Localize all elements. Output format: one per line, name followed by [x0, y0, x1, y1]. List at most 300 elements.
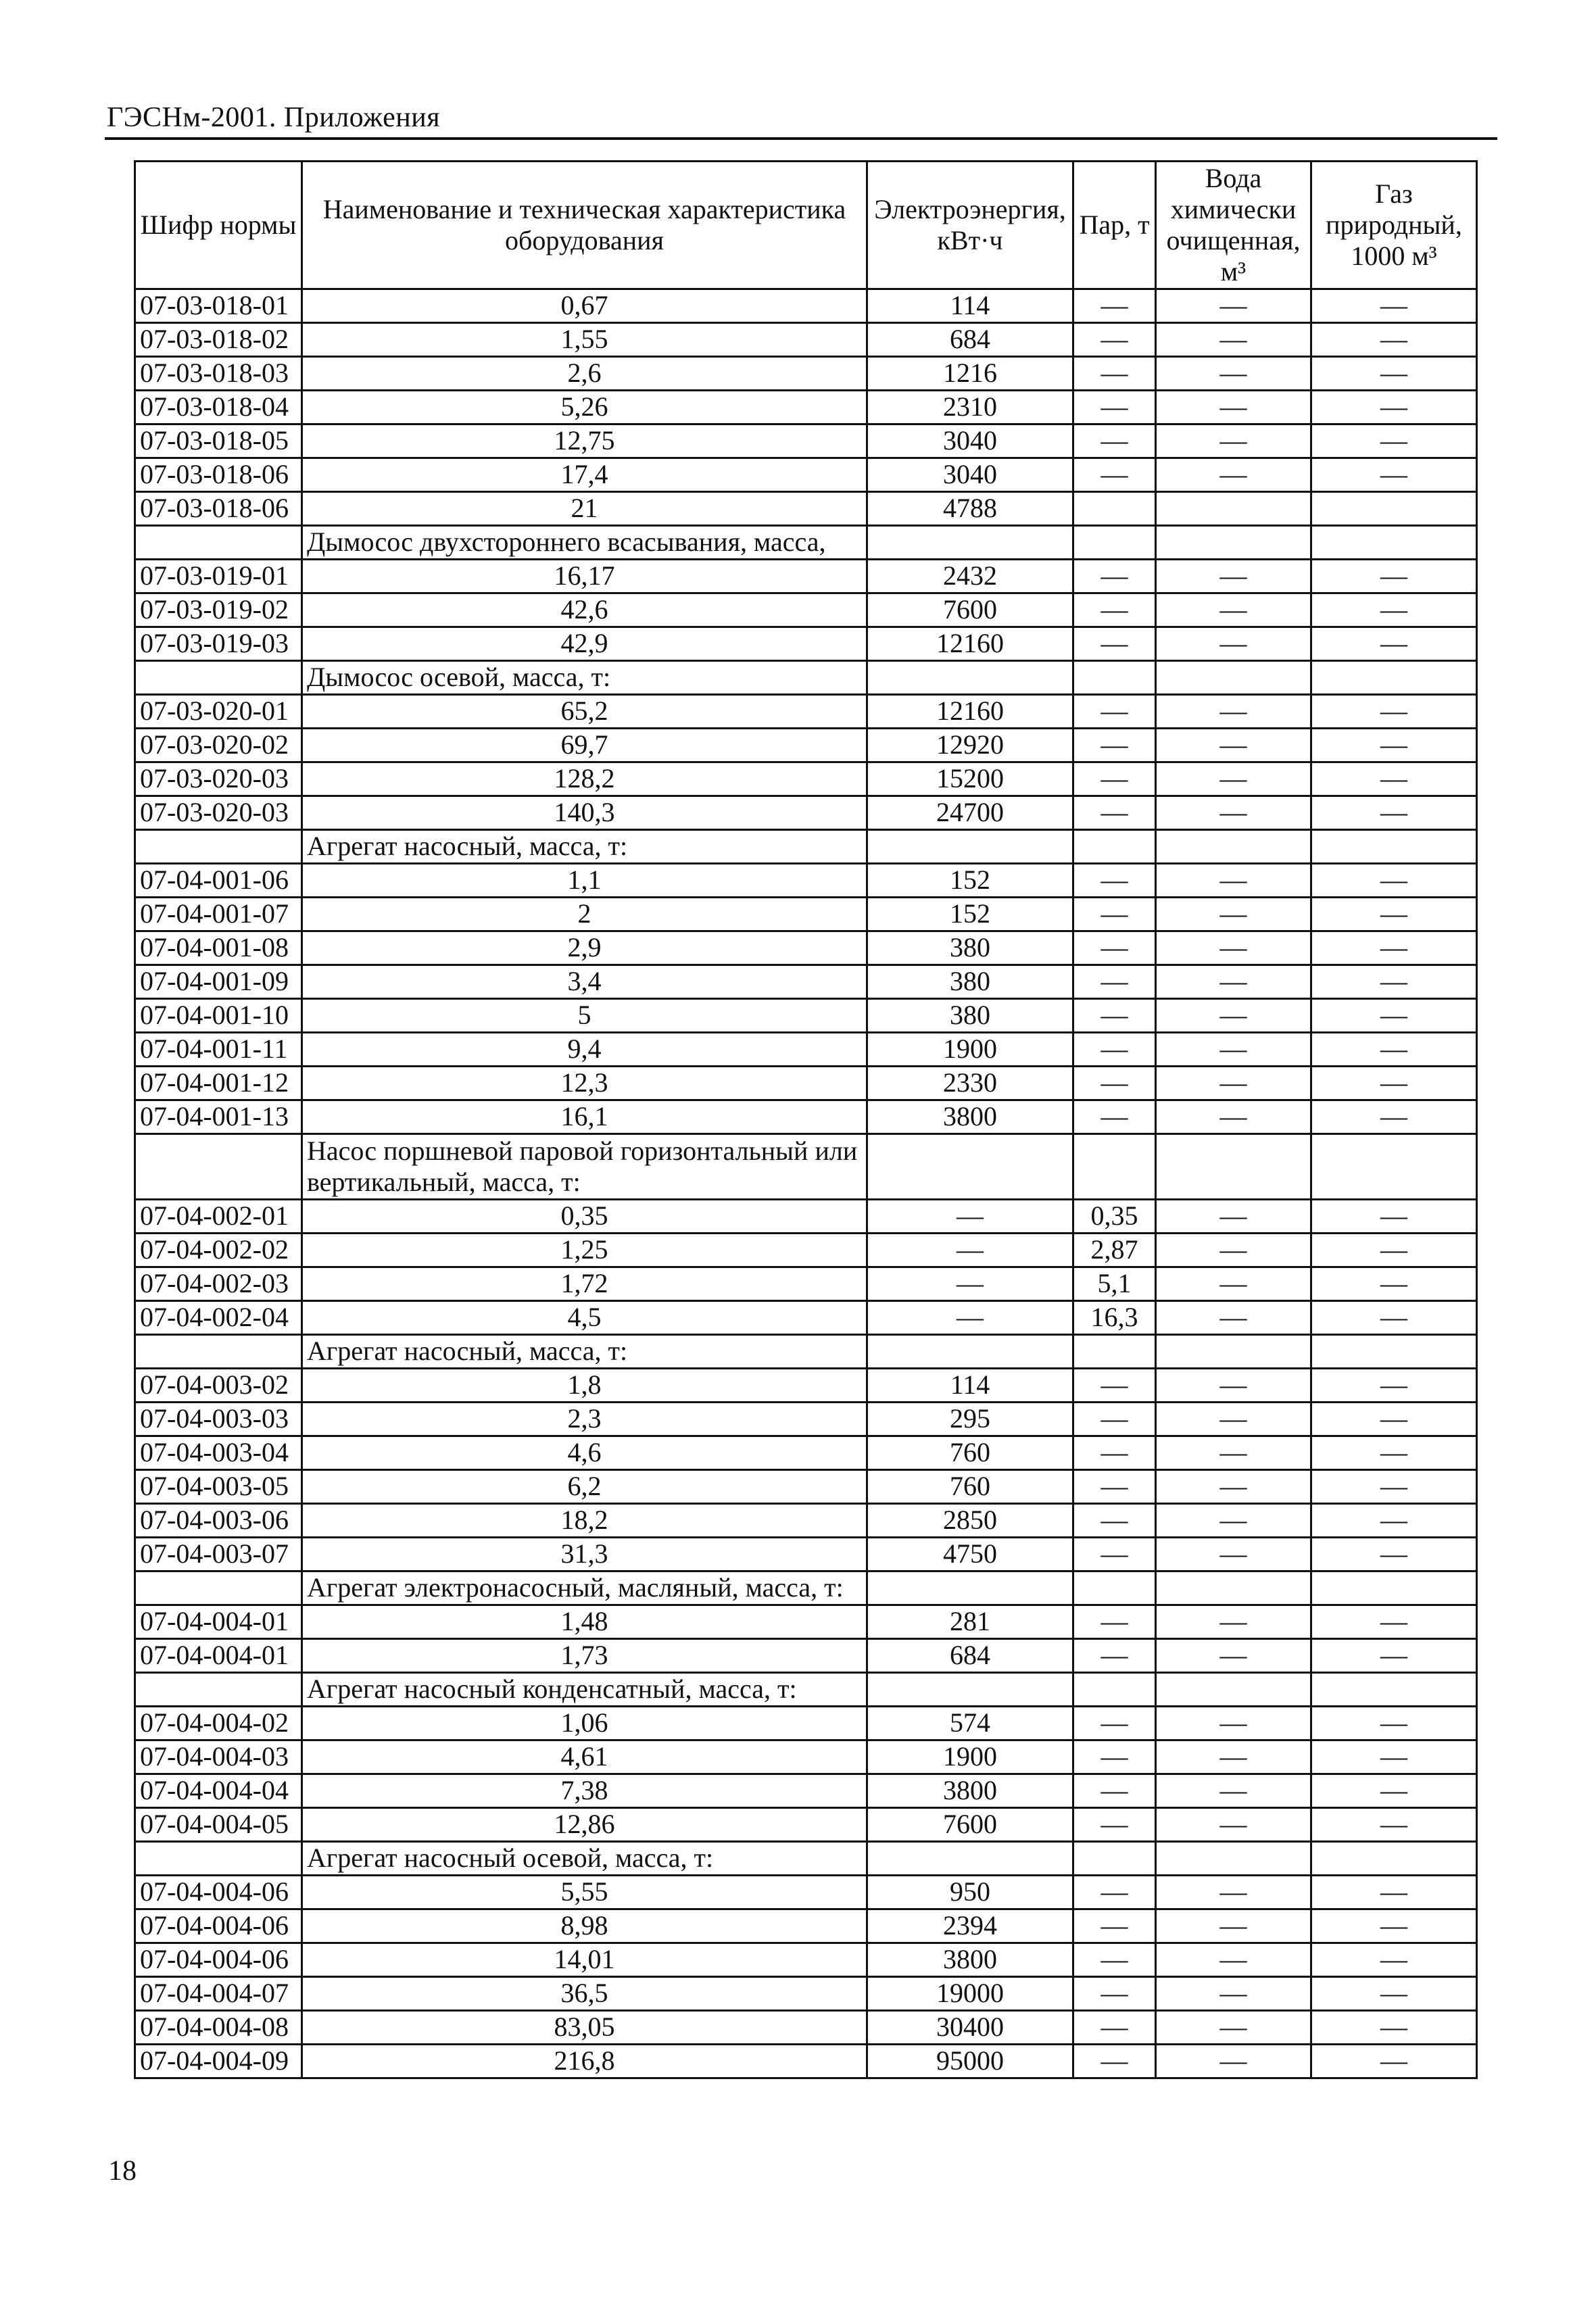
steam-cell: —	[1073, 2045, 1156, 2078]
gas-cell	[1311, 492, 1477, 526]
table-row	[135, 1909, 1477, 1943]
column-header: Вода химически очищенная, м³	[1156, 162, 1311, 289]
norm-code-cell: 07-04-002-01	[135, 1200, 302, 1234]
electricity-cell: 152	[867, 864, 1073, 898]
table-row	[135, 2045, 1477, 2078]
table-row	[135, 695, 1477, 729]
steam-cell: —	[1073, 1504, 1156, 1538]
electricity-cell: 684	[867, 323, 1073, 357]
gas-cell: —	[1311, 627, 1477, 661]
water-cell: —	[1156, 560, 1311, 593]
empty-cell	[1156, 830, 1311, 864]
equipment-value-cell: 9,4	[302, 1033, 867, 1067]
table-row	[135, 1033, 1477, 1067]
group-row	[135, 1335, 1477, 1369]
equipment-value-cell: 2,6	[302, 357, 867, 391]
steam-cell: 5,1	[1073, 1267, 1156, 1301]
steam-cell: —	[1073, 2011, 1156, 2045]
equipment-value-cell: 1,8	[302, 1369, 867, 1403]
water-cell: —	[1156, 627, 1311, 661]
table-row	[135, 1876, 1477, 1909]
water-cell: —	[1156, 1808, 1311, 1842]
empty-cell	[1156, 1571, 1311, 1605]
table-row	[135, 2011, 1477, 2045]
gas-cell: —	[1311, 1200, 1477, 1234]
water-cell: —	[1156, 323, 1311, 357]
table-row	[135, 729, 1477, 762]
column-header: Электроэнергия, кВт·ч	[867, 162, 1073, 289]
steam-cell	[1073, 492, 1156, 526]
electricity-cell: 7600	[867, 1808, 1073, 1842]
electricity-cell: 15200	[867, 762, 1073, 796]
table-row	[135, 593, 1477, 627]
steam-cell: —	[1073, 1909, 1156, 1943]
gas-cell: —	[1311, 1504, 1477, 1538]
equipment-value-cell: 0,67	[302, 289, 867, 323]
steam-cell: —	[1073, 1943, 1156, 1977]
empty-cell	[135, 1842, 302, 1876]
water-cell: —	[1156, 1369, 1311, 1403]
table-body	[135, 289, 1477, 2078]
electricity-cell: 574	[867, 1707, 1073, 1740]
gas-cell: —	[1311, 762, 1477, 796]
norm-code-cell: 07-04-003-03	[135, 1403, 302, 1436]
norm-code-cell: 07-03-018-06	[135, 458, 302, 492]
steam-cell: —	[1073, 1977, 1156, 2011]
norm-code-cell: 07-03-020-01	[135, 695, 302, 729]
empty-cell	[1156, 1134, 1311, 1200]
steam-cell: —	[1073, 1639, 1156, 1673]
group-row	[135, 1842, 1477, 1876]
norm-code-cell: 07-04-001-12	[135, 1067, 302, 1100]
gas-cell: —	[1311, 1267, 1477, 1301]
group-title: Агрегат насосный, масса, т:	[302, 830, 867, 864]
gas-cell: —	[1311, 458, 1477, 492]
equipment-value-cell: 12,86	[302, 1808, 867, 1842]
empty-cell	[1311, 526, 1477, 560]
gas-cell: —	[1311, 695, 1477, 729]
norm-code-cell: 07-04-004-06	[135, 1909, 302, 1943]
gas-cell: —	[1311, 1876, 1477, 1909]
gas-cell: —	[1311, 1436, 1477, 1470]
gas-cell: —	[1311, 898, 1477, 931]
norm-code-cell: 07-03-019-01	[135, 560, 302, 593]
empty-cell	[135, 830, 302, 864]
empty-cell	[135, 1335, 302, 1369]
norm-code-cell: 07-04-004-02	[135, 1707, 302, 1740]
table-row	[135, 1943, 1477, 1977]
water-cell: —	[1156, 1267, 1311, 1301]
empty-cell	[1073, 526, 1156, 560]
water-cell: —	[1156, 2045, 1311, 2078]
empty-cell	[867, 1842, 1073, 1876]
table-row	[135, 458, 1477, 492]
empty-cell	[1311, 1134, 1477, 1200]
group-row	[135, 526, 1477, 560]
electricity-cell: 30400	[867, 2011, 1073, 2045]
steam-cell: —	[1073, 323, 1156, 357]
table-row	[135, 1707, 1477, 1740]
steam-cell: —	[1073, 458, 1156, 492]
electricity-cell: 2432	[867, 560, 1073, 593]
gas-cell: —	[1311, 1774, 1477, 1808]
electricity-cell: 7600	[867, 593, 1073, 627]
empty-cell	[1156, 1335, 1311, 1369]
electricity-cell: 1900	[867, 1033, 1073, 1067]
electricity-cell: 1216	[867, 357, 1073, 391]
water-cell: —	[1156, 1436, 1311, 1470]
norm-code-cell: 07-04-001-10	[135, 999, 302, 1033]
norm-code-cell: 07-04-004-01	[135, 1639, 302, 1673]
water-cell: —	[1156, 1234, 1311, 1267]
empty-cell	[1156, 1673, 1311, 1707]
empty-cell	[135, 1673, 302, 1707]
gas-cell: —	[1311, 391, 1477, 424]
steam-cell: —	[1073, 289, 1156, 323]
empty-cell	[867, 526, 1073, 560]
gas-cell: —	[1311, 1403, 1477, 1436]
norm-code-cell: 07-04-003-06	[135, 1504, 302, 1538]
equipment-value-cell: 1,06	[302, 1707, 867, 1740]
equipment-value-cell: 1,1	[302, 864, 867, 898]
electricity-cell: 950	[867, 1876, 1073, 1909]
water-cell: —	[1156, 1774, 1311, 1808]
equipment-value-cell: 16,17	[302, 560, 867, 593]
steam-cell: —	[1073, 1436, 1156, 1470]
equipment-value-cell: 2,3	[302, 1403, 867, 1436]
water-cell: —	[1156, 1977, 1311, 2011]
table-row	[135, 424, 1477, 458]
empty-cell	[1311, 1571, 1477, 1605]
group-title: Агрегат насосный осевой, масса, т:	[302, 1842, 867, 1876]
equipment-value-cell: 65,2	[302, 695, 867, 729]
water-cell: —	[1156, 1301, 1311, 1335]
electricity-cell: 281	[867, 1605, 1073, 1639]
gas-cell: —	[1311, 1808, 1477, 1842]
norm-code-cell: 07-04-004-09	[135, 2045, 302, 2078]
steam-cell: —	[1073, 965, 1156, 999]
empty-cell	[1156, 1842, 1311, 1876]
water-cell: —	[1156, 1943, 1311, 1977]
water-cell: —	[1156, 391, 1311, 424]
column-header: Шифр нормы	[135, 162, 302, 289]
water-cell: —	[1156, 424, 1311, 458]
electricity-cell: 2850	[867, 1504, 1073, 1538]
equipment-value-cell: 4,5	[302, 1301, 867, 1335]
electricity-cell: —	[867, 1234, 1073, 1267]
group-title: Дымосос двухстороннего всасывания, масса,	[302, 526, 867, 560]
norm-code-cell: 07-04-004-05	[135, 1808, 302, 1842]
norm-code-cell: 07-04-001-08	[135, 931, 302, 965]
equipment-value-cell: 1,55	[302, 323, 867, 357]
equipment-value-cell: 1,48	[302, 1605, 867, 1639]
norm-code-cell: 07-03-018-04	[135, 391, 302, 424]
equipment-value-cell: 5,26	[302, 391, 867, 424]
group-title: Агрегат насосный конденсатный, масса, т:	[302, 1673, 867, 1707]
electricity-cell: 12160	[867, 695, 1073, 729]
norm-code-cell: 07-04-004-07	[135, 1977, 302, 2011]
equipment-value-cell: 83,05	[302, 2011, 867, 2045]
electricity-cell: 2394	[867, 1909, 1073, 1943]
group-title: Насос поршневой паровой горизонтальный или вертикальный, масса, т:	[302, 1134, 867, 1200]
empty-cell	[867, 830, 1073, 864]
group-title: Дымосос осевой, масса, т:	[302, 661, 867, 695]
table-row	[135, 796, 1477, 830]
gas-cell: —	[1311, 1470, 1477, 1504]
gas-cell: —	[1311, 593, 1477, 627]
electricity-cell: 114	[867, 1369, 1073, 1403]
norm-code-cell: 07-03-019-02	[135, 593, 302, 627]
steam-cell: —	[1073, 695, 1156, 729]
steam-cell: —	[1073, 1808, 1156, 1842]
norm-code-cell: 07-04-001-09	[135, 965, 302, 999]
electricity-cell: 1900	[867, 1740, 1073, 1774]
electricity-cell: 2310	[867, 391, 1073, 424]
gas-cell: —	[1311, 931, 1477, 965]
empty-cell	[135, 1571, 302, 1605]
table-row	[135, 391, 1477, 424]
equipment-value-cell: 1,73	[302, 1639, 867, 1673]
steam-cell: —	[1073, 357, 1156, 391]
electricity-cell: 380	[867, 999, 1073, 1033]
empty-cell	[1311, 1335, 1477, 1369]
equipment-value-cell: 216,8	[302, 2045, 867, 2078]
norm-code-cell: 07-03-020-02	[135, 729, 302, 762]
gas-cell: —	[1311, 729, 1477, 762]
electricity-cell: 380	[867, 965, 1073, 999]
column-header: Наименование и техническая характеристика оборудования	[302, 162, 867, 289]
steam-cell: —	[1073, 1100, 1156, 1134]
steam-cell: —	[1073, 424, 1156, 458]
steam-cell: —	[1073, 1876, 1156, 1909]
water-cell: —	[1156, 1740, 1311, 1774]
steam-cell: —	[1073, 627, 1156, 661]
water-cell: —	[1156, 593, 1311, 627]
water-cell: —	[1156, 729, 1311, 762]
water-cell	[1156, 492, 1311, 526]
norm-code-cell: 07-03-018-03	[135, 357, 302, 391]
gas-cell: —	[1311, 357, 1477, 391]
norm-code-cell: 07-03-019-03	[135, 627, 302, 661]
norm-code-cell: 07-03-020-03	[135, 796, 302, 830]
page-number: 18	[108, 2155, 137, 2187]
table-row	[135, 323, 1477, 357]
equipment-value-cell: 2	[302, 898, 867, 931]
gas-cell: —	[1311, 1067, 1477, 1100]
empty-cell	[1156, 526, 1311, 560]
gas-cell: —	[1311, 1943, 1477, 1977]
norm-code-cell: 07-03-020-03	[135, 762, 302, 796]
table-row	[135, 1605, 1477, 1639]
group-title: Агрегат электронасосный, масляный, масса, т:	[302, 1571, 867, 1605]
equipment-value-cell: 2,9	[302, 931, 867, 965]
electricity-cell: 3800	[867, 1943, 1073, 1977]
water-cell: —	[1156, 1067, 1311, 1100]
equipment-value-cell: 36,5	[302, 1977, 867, 2011]
group-row	[135, 661, 1477, 695]
steam-cell: —	[1073, 762, 1156, 796]
equipment-value-cell: 3,4	[302, 965, 867, 999]
empty-cell	[1073, 1571, 1156, 1605]
gas-cell: —	[1311, 424, 1477, 458]
gas-cell: —	[1311, 2011, 1477, 2045]
water-cell: —	[1156, 1876, 1311, 1909]
electricity-cell: 760	[867, 1436, 1073, 1470]
norm-code-cell: 07-04-003-04	[135, 1436, 302, 1470]
gas-cell: —	[1311, 1977, 1477, 2011]
table-row	[135, 627, 1477, 661]
electricity-cell: 760	[867, 1470, 1073, 1504]
empty-cell	[135, 1134, 302, 1200]
steam-cell: —	[1073, 391, 1156, 424]
steam-cell: —	[1073, 898, 1156, 931]
norm-code-cell: 07-04-003-02	[135, 1369, 302, 1403]
equipment-value-cell: 12,3	[302, 1067, 867, 1100]
group-title: Агрегат насосный, масса, т:	[302, 1335, 867, 1369]
table-row	[135, 898, 1477, 931]
water-cell: —	[1156, 1909, 1311, 1943]
gas-cell: —	[1311, 1033, 1477, 1067]
norm-code-cell: 07-03-018-06	[135, 492, 302, 526]
steam-cell: —	[1073, 1605, 1156, 1639]
equipment-value-cell: 6,2	[302, 1470, 867, 1504]
empty-cell	[867, 1673, 1073, 1707]
water-cell: —	[1156, 289, 1311, 323]
empty-cell	[1156, 661, 1311, 695]
water-cell: —	[1156, 458, 1311, 492]
water-cell: —	[1156, 1538, 1311, 1571]
table-row	[135, 864, 1477, 898]
column-header: Пар, т	[1073, 162, 1156, 289]
table-row	[135, 999, 1477, 1033]
water-cell: —	[1156, 1639, 1311, 1673]
electricity-cell: 12920	[867, 729, 1073, 762]
water-cell: —	[1156, 1100, 1311, 1134]
gas-cell: —	[1311, 999, 1477, 1033]
gas-cell: —	[1311, 965, 1477, 999]
electricity-cell: 24700	[867, 796, 1073, 830]
equipment-value-cell: 69,7	[302, 729, 867, 762]
electricity-cell: 19000	[867, 1977, 1073, 2011]
steam-cell: —	[1073, 1707, 1156, 1740]
empty-cell	[1073, 1134, 1156, 1200]
table-row	[135, 1100, 1477, 1134]
table-row	[135, 1403, 1477, 1436]
electricity-cell: 4750	[867, 1538, 1073, 1571]
table-row	[135, 1808, 1477, 1842]
electricity-cell: 12160	[867, 627, 1073, 661]
gas-cell: —	[1311, 560, 1477, 593]
equipment-value-cell: 5,55	[302, 1876, 867, 1909]
empty-cell	[1073, 830, 1156, 864]
table-row	[135, 1436, 1477, 1470]
equipment-value-cell: 140,3	[302, 796, 867, 830]
norm-code-cell: 07-04-004-01	[135, 1605, 302, 1639]
gas-cell: —	[1311, 1909, 1477, 1943]
water-cell: —	[1156, 1403, 1311, 1436]
steam-cell: —	[1073, 1067, 1156, 1100]
equipment-value-cell: 17,4	[302, 458, 867, 492]
gas-cell: —	[1311, 1605, 1477, 1639]
group-row	[135, 1673, 1477, 1707]
electricity-cell: —	[867, 1301, 1073, 1335]
steam-cell: —	[1073, 999, 1156, 1033]
water-cell: —	[1156, 2011, 1311, 2045]
water-cell: —	[1156, 965, 1311, 999]
table-row	[135, 492, 1477, 526]
electricity-cell: 2330	[867, 1067, 1073, 1100]
equipment-value-cell: 21	[302, 492, 867, 526]
norm-code-cell: 07-04-001-06	[135, 864, 302, 898]
group-row	[135, 1134, 1477, 1200]
steam-cell: —	[1073, 1033, 1156, 1067]
gas-cell: —	[1311, 1707, 1477, 1740]
steam-cell: —	[1073, 729, 1156, 762]
table-row	[135, 289, 1477, 323]
empty-cell	[1073, 1673, 1156, 1707]
empty-cell	[1073, 661, 1156, 695]
steam-cell: —	[1073, 1369, 1156, 1403]
steam-cell: —	[1073, 1740, 1156, 1774]
electricity-cell: 95000	[867, 2045, 1073, 2078]
table-row	[135, 1301, 1477, 1335]
steam-cell: —	[1073, 560, 1156, 593]
equipment-value-cell: 42,9	[302, 627, 867, 661]
gas-cell: —	[1311, 289, 1477, 323]
equipment-value-cell: 42,6	[302, 593, 867, 627]
equipment-value-cell: 31,3	[302, 1538, 867, 1571]
table-row	[135, 965, 1477, 999]
gas-cell: —	[1311, 1301, 1477, 1335]
water-cell: —	[1156, 1033, 1311, 1067]
table-row	[135, 560, 1477, 593]
electricity-cell: 3800	[867, 1100, 1073, 1134]
electricity-cell: 152	[867, 898, 1073, 931]
table-row	[135, 1067, 1477, 1100]
norm-code-cell: 07-04-004-08	[135, 2011, 302, 2045]
empty-cell	[1311, 830, 1477, 864]
empty-cell	[867, 1134, 1073, 1200]
table-row	[135, 1267, 1477, 1301]
steam-cell: —	[1073, 1774, 1156, 1808]
table-header-row	[135, 162, 1477, 289]
empty-cell	[1073, 1842, 1156, 1876]
equipment-value-cell: 0,35	[302, 1200, 867, 1234]
electricity-cell: 114	[867, 289, 1073, 323]
water-cell: —	[1156, 999, 1311, 1033]
norm-code-cell: 07-03-018-01	[135, 289, 302, 323]
norm-code-cell: 07-04-003-07	[135, 1538, 302, 1571]
norm-code-cell: 07-04-002-03	[135, 1267, 302, 1301]
electricity-cell: 4788	[867, 492, 1073, 526]
water-cell: —	[1156, 1504, 1311, 1538]
empty-cell	[1311, 1673, 1477, 1707]
table-row	[135, 357, 1477, 391]
steam-cell: —	[1073, 931, 1156, 965]
electricity-cell: 380	[867, 931, 1073, 965]
norms-table	[134, 160, 1478, 2079]
gas-cell: —	[1311, 864, 1477, 898]
table-row	[135, 1538, 1477, 1571]
steam-cell: 0,35	[1073, 1200, 1156, 1234]
equipment-value-cell: 16,1	[302, 1100, 867, 1134]
norm-code-cell: 07-03-018-02	[135, 323, 302, 357]
table-row	[135, 1470, 1477, 1504]
table-row	[135, 1740, 1477, 1774]
table-row	[135, 1977, 1477, 2011]
gas-cell: —	[1311, 1369, 1477, 1403]
water-cell: —	[1156, 898, 1311, 931]
